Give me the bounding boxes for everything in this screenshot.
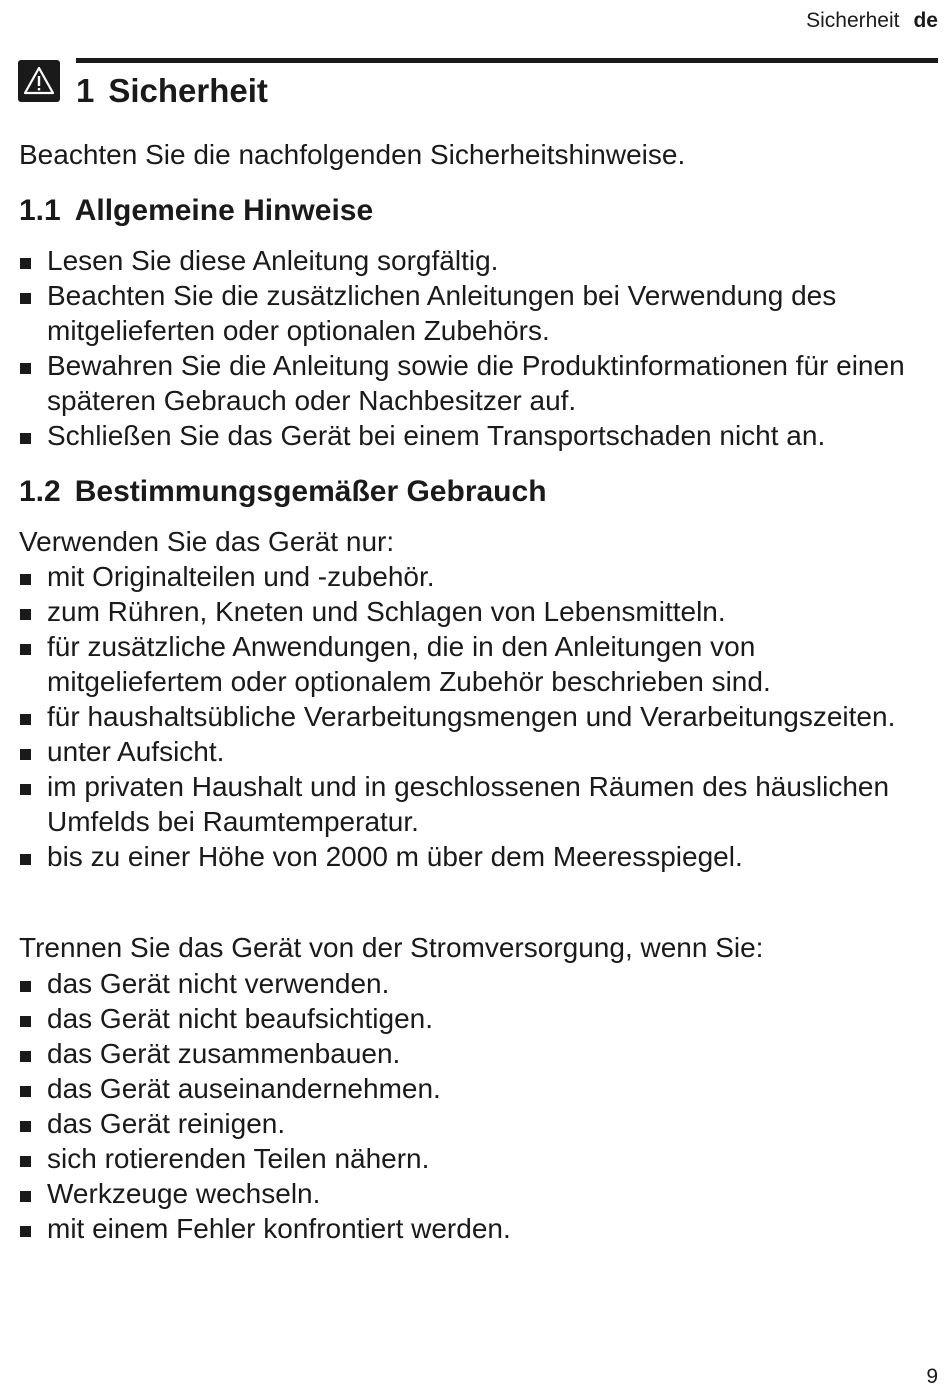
list-item: sich rotierenden Teilen nähern. bbox=[19, 1141, 934, 1176]
running-header bbox=[806, 8, 938, 34]
chapter-title-text: Sicherheit bbox=[108, 72, 268, 109]
general-notes-list bbox=[19, 243, 934, 453]
list-item: das Gerät auseinandernehmen. bbox=[19, 1071, 934, 1106]
list-item: für haushaltsübliche Verarbeitungsmengen und Verarbeitungszeiten. bbox=[19, 699, 934, 734]
section-1-2-title bbox=[19, 473, 547, 511]
list-item: Bewahren Sie die Anleitung sowie die Produktinformationen für einen späteren Gebrauch oder Nachbesitzer auf. bbox=[19, 348, 934, 418]
list-item: Werkzeuge wechseln. bbox=[19, 1176, 934, 1211]
list-item: unter Aufsicht. bbox=[19, 734, 934, 769]
list-item: im privaten Haushalt und in geschlossenen Räumen des häuslichen Umfelds bei Raumtemperatur. bbox=[19, 769, 934, 839]
section-1-1-title-text: Allgemeine Hinweise bbox=[74, 194, 374, 227]
intended-use-list bbox=[19, 559, 934, 874]
language-code: de bbox=[913, 9, 938, 32]
list-item: für zusätzliche Anwendungen, die in den Anleitungen von mitgeliefertem oder optionalem Zubehör beschrieben sind. bbox=[19, 629, 934, 699]
chapter-title bbox=[76, 70, 268, 112]
usage-intro: Verwenden Sie das Gerät nur: bbox=[19, 526, 395, 557]
chapter-intro: Beachten Sie die nachfolgenden Sicherheitshinweise. bbox=[19, 139, 686, 170]
page-number: 9 bbox=[926, 1365, 938, 1388]
list-item: bis zu einer Höhe von 2000 m über dem Meeresspiegel. bbox=[19, 839, 934, 874]
list-item: das Gerät nicht beaufsichtigen. bbox=[19, 1001, 934, 1036]
list-item: mit einem Fehler konfrontiert werden. bbox=[19, 1211, 934, 1246]
warning-triangle-icon bbox=[18, 60, 60, 102]
list-item: Beachten Sie die zusätzlichen Anleitungen bei Verwendung des mitgelieferten oder optionalen Zubehörs. bbox=[19, 278, 934, 348]
running-header-section: Sicherheit bbox=[806, 9, 900, 32]
disconnect-intro: Trennen Sie das Gerät von der Stromversorgung, wenn Sie: bbox=[19, 932, 764, 963]
section-1-1-title bbox=[19, 192, 373, 230]
list-item: zum Rühren, Kneten und Schlagen von Lebensmitteln. bbox=[19, 594, 934, 629]
list-item: mit Originalteilen und -zubehör. bbox=[19, 559, 934, 594]
chapter-rule bbox=[76, 58, 938, 63]
section-1-2-title-text: Bestimmungsgemäßer Gebrauch bbox=[74, 475, 547, 508]
list-item: Lesen Sie diese Anleitung sorgfältig. bbox=[19, 243, 934, 278]
list-item: das Gerät nicht verwenden. bbox=[19, 966, 934, 1001]
chapter-number: 1 bbox=[76, 72, 95, 109]
list-item: das Gerät zusammenbauen. bbox=[19, 1036, 934, 1071]
section-1-1-number: 1.1 bbox=[19, 194, 61, 227]
disconnect-conditions-list bbox=[19, 966, 934, 1246]
list-item: das Gerät reinigen. bbox=[19, 1106, 934, 1141]
section-1-2-number: 1.2 bbox=[19, 475, 61, 508]
list-item: Schließen Sie das Gerät bei einem Transportschaden nicht an. bbox=[19, 418, 934, 453]
